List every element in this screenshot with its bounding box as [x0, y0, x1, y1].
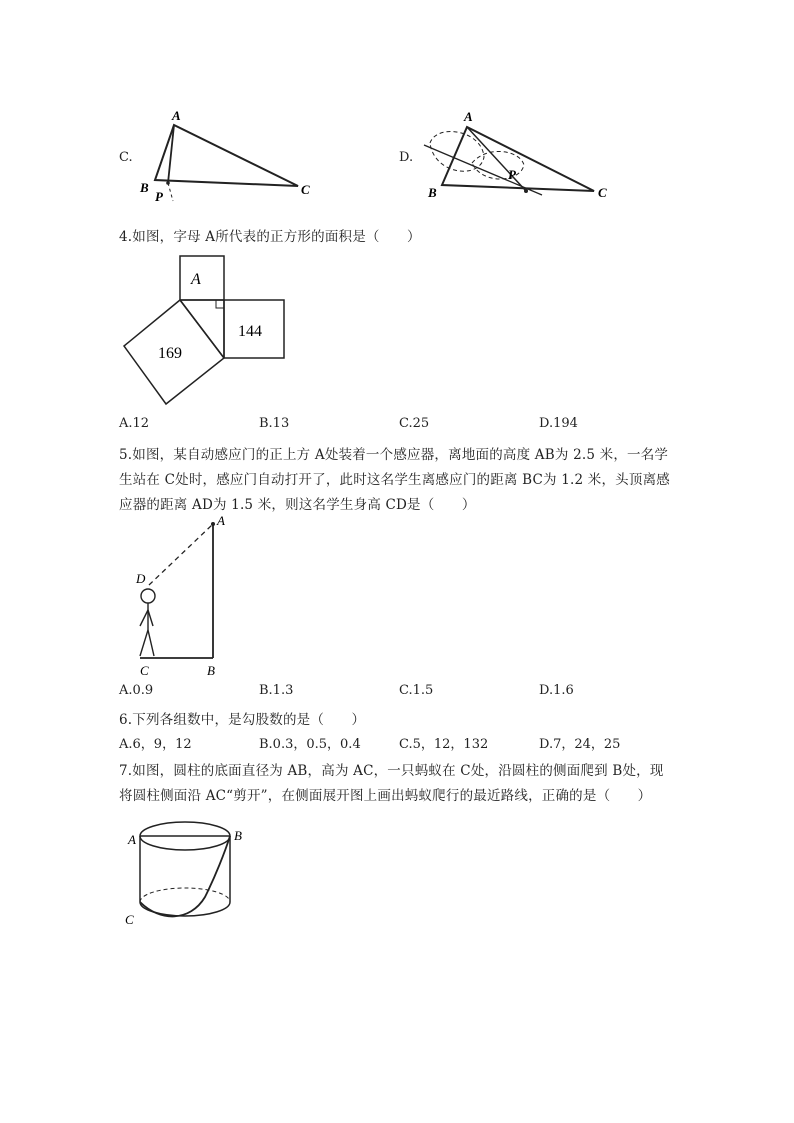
- q6-option-a[interactable]: A.6，9，12: [119, 737, 192, 752]
- square-169-label: 169: [158, 345, 182, 362]
- vertex-c-label: C: [301, 182, 310, 197]
- q6-option-c[interactable]: C.5，12，132: [399, 737, 489, 752]
- point-c-label: C: [140, 663, 149, 678]
- vertex-c-label: C: [598, 185, 607, 200]
- vertex-a-label: A: [464, 109, 473, 124]
- q4-option-d[interactable]: D.194: [539, 416, 578, 431]
- q5-option-b[interactable]: B.1.3: [259, 683, 294, 698]
- point-a-label: A: [217, 513, 225, 528]
- vertex-b-label: B: [428, 185, 437, 200]
- point-p-label: P: [155, 189, 163, 204]
- point-b-label: B: [207, 663, 215, 678]
- q5-option-d[interactable]: D.1.6: [539, 683, 574, 698]
- point-p-label: P: [508, 167, 516, 182]
- q4-figure-squares: [120, 252, 310, 412]
- q7-stem-line-1: 7.如图，圆柱的底面直径为 AB，高为 AC，一只蚂蚁在 C处，沿圆柱的侧面爬到 B处，现: [119, 763, 664, 779]
- q6-option-d[interactable]: D.7，24，25: [539, 737, 621, 752]
- option-d-label: D.: [399, 150, 414, 165]
- q4-option-b[interactable]: B.13: [259, 416, 290, 431]
- q7-figure-cylinder: [120, 812, 250, 932]
- option-c-label: C.: [119, 150, 133, 165]
- q5-stem-line-1: 5.如图，某自动感应门的正上方 A处装着一个感应器，离地面的高度 AB为 2.5 米，一名学: [119, 447, 669, 463]
- q7-stem-line-2: 将圆柱侧面沿 AC“剪开”，在侧面展开图上画出蚂蚁爬行的最近路线，正确的是（ ）: [119, 788, 652, 804]
- square-144-label: 144: [238, 323, 262, 340]
- q5-figure-door-sensor: [120, 510, 250, 680]
- q5-stem-line-2: 生站在 C处时，感应门自动打开了，此时这名学生离感应门的距离 BC为 1.2 米，头顶离感: [119, 472, 670, 488]
- q5-option-a[interactable]: A.0.9: [119, 683, 154, 698]
- q4-option-a[interactable]: A.12: [119, 416, 150, 431]
- vertex-b-label: B: [140, 180, 149, 195]
- q5-option-c[interactable]: C.1.5: [399, 683, 434, 698]
- vertex-a-label: A: [172, 108, 181, 123]
- square-a-label: A: [191, 271, 201, 288]
- q4-stem: 4.如图，字母 A所代表的正方形的面积是（ ）: [119, 229, 421, 245]
- point-c-label: C: [125, 912, 134, 927]
- q6-option-b[interactable]: B.0.3，0.5，0.4: [259, 737, 361, 752]
- point-a-label: A: [128, 832, 136, 847]
- q6-stem: 6.下列各组数中，是勾股数的是（ ）: [119, 712, 366, 728]
- q4-option-c[interactable]: C.25: [399, 416, 430, 431]
- figure-option-d: [412, 105, 622, 205]
- figure-option-c: [135, 105, 325, 205]
- point-d-label: D: [136, 571, 146, 586]
- q5-stem-line-3: 应器的距离 AD为 1.5 米，则这名学生身高 CD是（ ）: [119, 497, 476, 513]
- point-b-label: B: [234, 828, 242, 843]
